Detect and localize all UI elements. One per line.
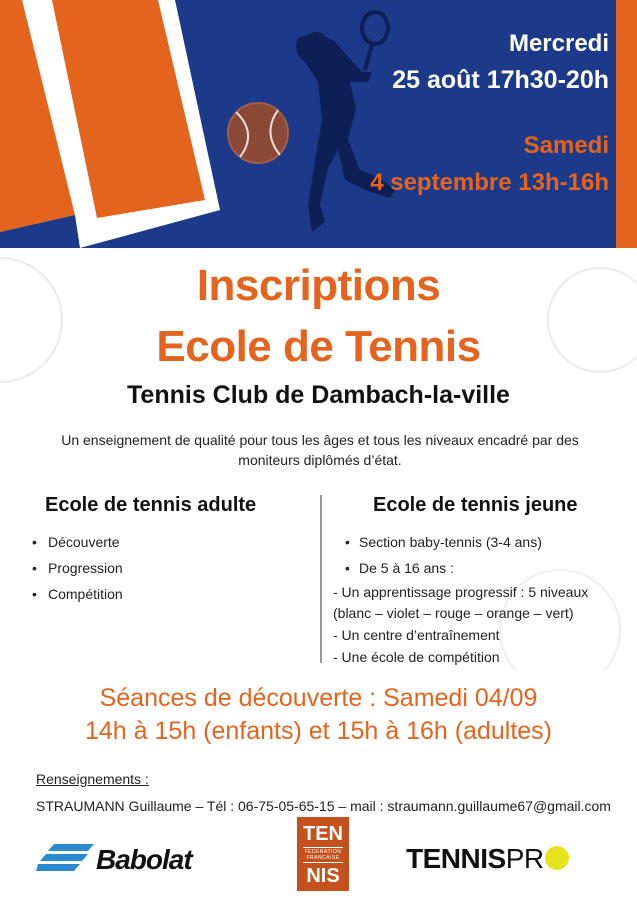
list-item: • Découverte [30, 529, 290, 555]
ffl-logo-top: TEN [303, 823, 343, 845]
youth-heading: Ecole de tennis jeune [373, 494, 578, 516]
youth-detail-line: - Une école de compétition [333, 649, 500, 665]
page-title-line2: Ecole de Tennis [156, 322, 481, 371]
date-saturday [370, 132, 609, 198]
court-stripes-decoration [0, 0, 220, 248]
contact-heading: Renseignements : [36, 771, 149, 787]
youth-list [333, 529, 623, 581]
right-stripe-decoration [616, 0, 637, 248]
adult-list [30, 529, 290, 607]
date1-day: Mercredi [508, 30, 609, 57]
ffl-logo [297, 817, 349, 891]
tennispro-logo [406, 843, 569, 877]
adult-heading: Ecole de tennis adulte [45, 494, 257, 516]
babolat-logo [36, 842, 236, 878]
header-banner [0, 0, 637, 248]
ffl-logo-middle: FEDERATION FRANCAISE [304, 849, 342, 861]
contact-line[interactable]: STRAUMANN Guillaume – Tél : 06-75-05-65-15 – mail : straumann.guillaume67@gmail.com [36, 798, 611, 814]
youth-section [333, 494, 623, 669]
tennis-ball-icon [545, 846, 569, 870]
tennis-ball-icon [228, 103, 288, 163]
list-item: • Compétition [30, 581, 290, 607]
ffl-logo-bottom: NIS [306, 865, 340, 887]
tennis-player-silhouette [296, 12, 395, 232]
club-name: Tennis Club de Dambach-la-ville [127, 381, 510, 409]
list-item: • Section baby-tennis (3-4 ans) [333, 529, 623, 555]
babolat-wordmark: Babolat [96, 844, 192, 875]
discovery-session-line1: Séances de découverte : Samedi 04/09 [99, 684, 538, 712]
column-divider [320, 495, 322, 663]
adult-section [30, 494, 290, 607]
date2-time: 4 septembre 13h-16h [370, 168, 609, 196]
babolat-stripes-icon [36, 844, 94, 876]
date2-day: Samedi [523, 132, 609, 159]
youth-detail-line: - Un apprentissage progressif : 5 niveaux (blanc – violet – rouge – orange – vert) [333, 584, 589, 621]
date-wednesday [392, 30, 609, 95]
date1-time: 25 août 17h30-20h [392, 65, 609, 94]
list-item: • Progression [30, 555, 290, 581]
discovery-session-line2: 14h à 15h (enfants) et 15h à 16h (adultes) [85, 717, 552, 745]
intro-text: Un enseignement de qualité pour tous les âges et tous les niveaux encadré par des moniteurs diplômés d’état. [61, 432, 579, 468]
youth-details [333, 582, 623, 668]
youth-detail-line: - Un centre d’entraînement [333, 627, 500, 643]
page-title-line1: Inscriptions [196, 261, 441, 310]
tennispro-wordmark-a: TENNIS [406, 843, 506, 874]
list-item: • De 5 à 16 ans : [333, 555, 623, 581]
tennispro-wordmark-b: PR [505, 843, 544, 874]
